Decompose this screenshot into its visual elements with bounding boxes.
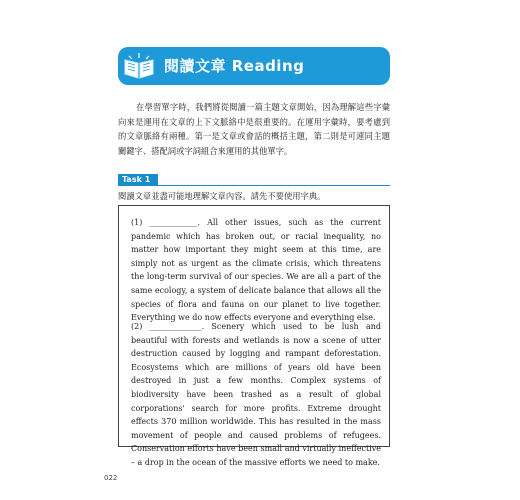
reading-passage-box — [118, 205, 390, 467]
intro-paragraph: 在學習單字時，我們將從閱讀一篇主題文章開始，因為理解這些字彙向來是運用在文章的上下文脈絡中是很重要的。在運用字彙時，要考慮到的文章脈絡有兩種。第一是文章或會話的概括主題，第二則是可連同主題關鍵字、搭配詞或字詞組合來運用的其他單字。 — [118, 102, 390, 156]
passage-paragraph-2: (2) _____________. Scenery which used to be lush and beautiful with forests and wetlands is now a scene of utter destruction caused by logging and rampant deforestation. Ecosystems which are millions of years old have been destroyed in just a few months. Complex systems of biodiversity have been trashed as a result of global corporations' search for more profits. Extreme drought effects 370 million worldwide. This has resulted in the mass movement of people and caused problems of refugees. Conservation efforts have been small and virtually ineffective – a drop in the ocean of the massive efforts we need to make. — [131, 322, 381, 467]
task-badge: Task 1 — [118, 174, 158, 186]
page-number: 022 — [104, 474, 118, 482]
task-instruction: 閱讀文章並盡可能地理解文章內容。請先不要使用字典。 — [118, 191, 326, 201]
open-book-icon — [122, 51, 156, 81]
task-divider — [118, 185, 390, 186]
section-header — [118, 47, 390, 85]
section-title: 閱讀文章 Reading — [164, 57, 305, 75]
passage-paragraph-1: (1) ____________. All other issues, such as the current pandemic which has broken out, or racial inequality, no matter how important they might seem at this time, are simply not as urgent as the climate crisis, which threatens the long-term survival of our species. We are all a part of the same ecology, a system of delicate balance that allows all the species of flora and fauna on our planet to live together. Everything we do now effects everyone and everything else. — [131, 218, 381, 323]
